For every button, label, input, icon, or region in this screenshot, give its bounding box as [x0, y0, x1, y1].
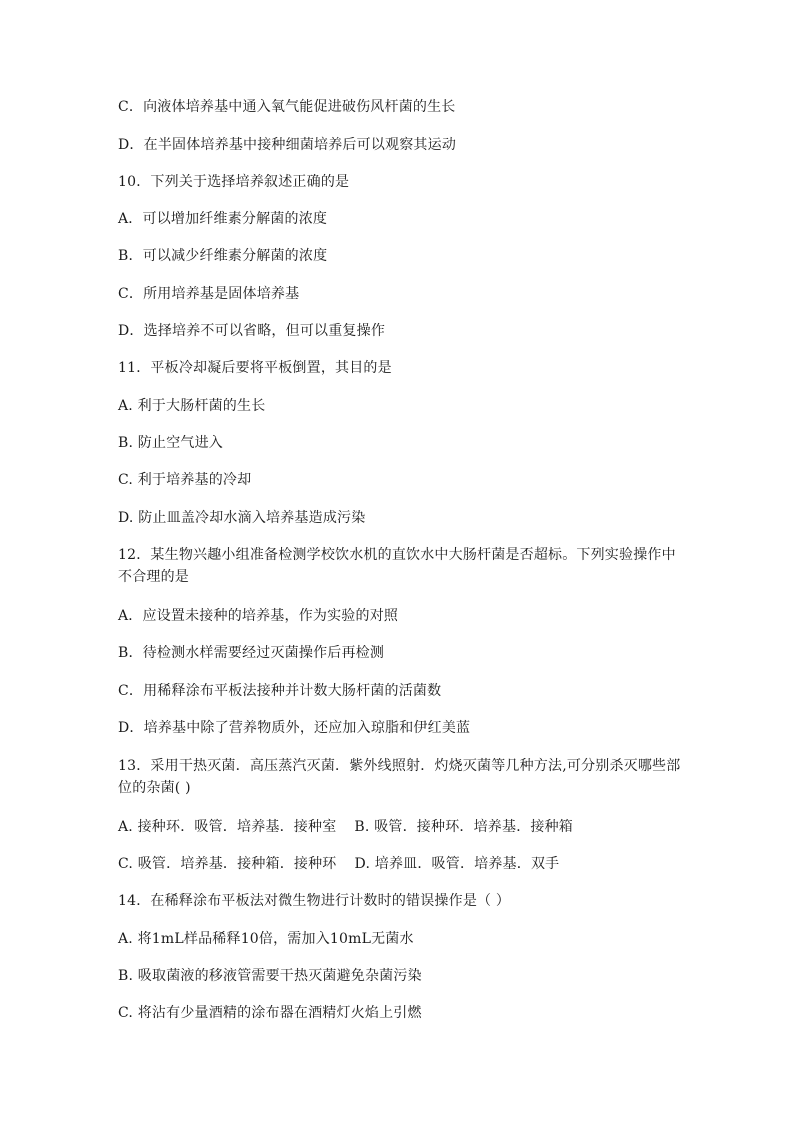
option-11d: D. 防止皿盖冷却水滴入培养基造成污染 [118, 510, 366, 526]
option-10c: C．所用培养基是固体培养基 [118, 286, 300, 302]
question-10: 10．下列关于选择培养叙述正确的是 [118, 174, 350, 190]
option-12d: D．培养基中除了营养物质外，还应加入琼脂和伊红美蓝 [118, 720, 471, 736]
option-14b: B. 吸取菌液的移液管需要干热灭菌避免杂菌污染 [118, 968, 422, 984]
option-14c: C. 将沾有少量酒精的涂布器在酒精灯火焰上引燃 [118, 1005, 422, 1021]
option-11c: C. 利于培养基的冷却 [118, 472, 252, 488]
option-11a: A. 利于大肠杆菌的生长 [118, 398, 266, 414]
option-13b: B. 吸管．接种环．培养基．接种箱 [354, 819, 574, 835]
question-14: 14．在稀释涂布平板法对微生物进行计数时的错误操作是（ ） [118, 893, 511, 909]
question-13: 13．采用干热灭菌．高压蒸汽灭菌．紫外线照射．灼烧灭菌等几种方法,可分别杀灭哪些部位的杂菌( ) [118, 758, 681, 796]
option-10d: D．选择培养不可以省略，但可以重复操作 [118, 323, 386, 339]
option-14a: A. 将1mL样品稀释10倍，需加入10mL无菌水 [118, 931, 414, 947]
option-12a: A．应设置未接种的培养基，作为实验的对照 [118, 608, 399, 624]
options-13-row-2 [118, 854, 559, 874]
question-11: 11．平板冷却凝后要将平板倒置，其目的是 [118, 360, 392, 376]
option-10b: B．可以减少纤维素分解菌的浓度 [118, 248, 328, 264]
question-12: 12．某生物兴趣小组准备检测学校饮水机的直饮水中大肠杆菌是否超标。下列实验操作中不合理的是 [118, 547, 676, 585]
option-9c: C．向液体培养基中通入氧气能促进破伤风杆菌的生长 [118, 99, 456, 115]
options-13-row-1 [118, 817, 573, 837]
option-13c: C. 吸管．培养基．接种箱．接种环 [118, 856, 337, 872]
option-11b: B. 防止空气进入 [118, 435, 223, 451]
option-10a: A．可以增加纤维素分解菌的浓度 [118, 211, 328, 227]
option-13d: D. 培养皿．吸管．培养基．双手 [354, 856, 560, 872]
option-12c: C．用稀释涂布平板法接种并计数大肠杆菌的活菌数 [118, 683, 442, 699]
option-9d: D．在半固体培养基中接种细菌培养后可以观察其运动 [118, 137, 457, 153]
option-12b: B．待检测水样需要经过灭菌操作后再检测 [118, 645, 385, 661]
option-13a: A. 接种环．吸管．培养基．接种室 [118, 819, 337, 835]
